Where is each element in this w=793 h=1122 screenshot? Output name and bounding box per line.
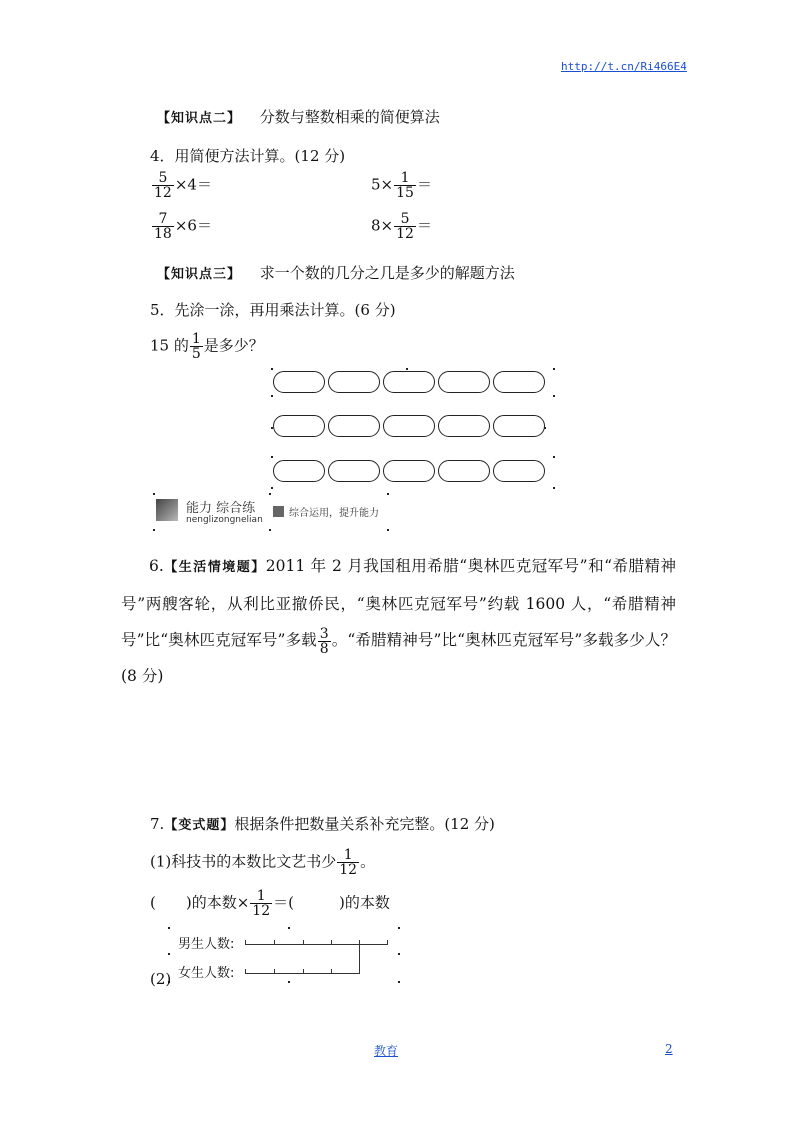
q7-eq-right: ＝( )的本数 (273, 893, 390, 912)
q7-number: 7. (150, 815, 165, 833)
section-3-title: 求一个数的几分之几是多少的解题方法 (259, 264, 515, 282)
q4-a-numerator: 5 (158, 170, 168, 186)
banner-title: 能力 综合练 (186, 501, 256, 516)
shading-cell[interactable] (438, 460, 490, 482)
q7-equation (150, 889, 390, 918)
q4-d-pre: 8× (371, 216, 394, 235)
section-2-title: 分数与整数相乘的简便算法 (259, 108, 440, 126)
shading-cell[interactable] (273, 460, 325, 482)
shading-cell[interactable] (273, 415, 325, 437)
section-2-tag: 【知识点二】 (157, 111, 242, 126)
q4-title: 4．用简便方法计算。(12 分) (150, 147, 346, 165)
q7-p1-post: 。 (360, 852, 376, 871)
header-link[interactable]: http://t.cn/Ri466E4 (561, 60, 687, 73)
q6-denominator: 8 (319, 640, 329, 657)
section-3-tag: 【知识点三】 (157, 267, 242, 282)
shading-cell[interactable] (273, 371, 325, 393)
q7-tag: 【变式题】 (164, 818, 235, 833)
q5-numerator: 1 (191, 331, 201, 347)
q5-prompt (150, 332, 264, 361)
q5-title: 5．先涂一涂，再用乘法计算。(6 分) (150, 301, 396, 319)
q7-p1-numerator: 1 (343, 847, 353, 863)
q7-p1-denominator: 12 (339, 862, 358, 878)
banner-pinyin: nenglizongnelian (186, 515, 263, 525)
shading-cell[interactable] (328, 460, 380, 482)
q7-eq-left: ( )的本数× (150, 893, 250, 912)
q7-part1 (150, 848, 375, 877)
q4-c-numerator: 7 (158, 211, 168, 227)
q7-eq-denominator: 12 (252, 903, 271, 919)
shading-cell[interactable] (383, 460, 435, 482)
banner-logo-icon (156, 499, 178, 521)
q7-eq-numerator: 1 (256, 888, 266, 904)
q4-a-denominator: 12 (154, 185, 172, 201)
q6-number: 6. (149, 557, 164, 575)
q4-a-rest: ×4＝ (174, 175, 212, 194)
q5-pre: 15 的 (150, 336, 189, 355)
q4-d-denominator: 12 (396, 226, 414, 242)
shading-cell[interactable] (328, 371, 380, 393)
q4-c-denominator: 18 (154, 226, 172, 242)
q4-expr-a (151, 171, 212, 200)
q7-part2-label: (2) (150, 970, 172, 988)
footer-link[interactable]: 教育 (374, 1044, 399, 1058)
shading-cell[interactable] (438, 371, 490, 393)
banner-square-icon (273, 506, 284, 517)
comparison-bracket (359, 944, 360, 974)
page-number: 2 (665, 1042, 673, 1056)
shading-cell[interactable] (328, 415, 380, 437)
q4-c-rest: ×6＝ (174, 216, 212, 235)
shading-cell[interactable] (383, 415, 435, 437)
q4-expr-d (371, 212, 432, 241)
q6-tag: 【生活情境题】 (163, 560, 266, 575)
shading-cell[interactable] (493, 371, 545, 393)
shading-cell[interactable] (438, 415, 490, 437)
boys-label: 男生人数: (178, 937, 235, 952)
q7-p1-pre: (1)科技书的本数比文艺书少 (150, 852, 337, 871)
section-2-heading (157, 106, 440, 127)
banner-slogan: 综合运用，提升能力 (289, 508, 379, 519)
girls-label: 女生人数: (178, 966, 235, 981)
q7-heading (150, 813, 495, 834)
q5-post: 是多少？ (203, 336, 264, 355)
girls-segment (245, 973, 359, 974)
shading-cell[interactable] (493, 415, 545, 437)
q4-b-rest: ＝ (416, 175, 432, 194)
q4-b-denominator: 15 (396, 185, 414, 201)
shading-cell[interactable] (383, 371, 435, 393)
q4-expr-b (371, 171, 432, 200)
section-3-heading (157, 262, 515, 283)
boys-segment (245, 944, 388, 945)
q7-title: 根据条件把数量关系补充完整。(12 分) (234, 815, 495, 833)
q4-d-rest: ＝ (416, 216, 432, 235)
q6-paragraph (121, 548, 676, 694)
q4-expr-c (151, 212, 212, 241)
q5-denominator: 5 (191, 346, 201, 362)
shading-cell[interactable] (493, 460, 545, 482)
q4-b-pre: 5× (371, 175, 394, 194)
q4-d-numerator: 5 (400, 211, 410, 227)
q6-numerator: 3 (319, 625, 329, 642)
q6-text-2: 。“希腊精神号”比“奥林匹克冠军号”多载多少人？(8 分) (121, 631, 676, 685)
q4-b-numerator: 1 (400, 170, 410, 186)
q6-text-1: 2011 年 2 月我国租用希腊“奥林匹克冠军号”和“希腊精神号”两艘客轮，从利比亚撤侨民，“奥林匹克冠军号”约载 1600 人，“希腊精神号”比“奥林匹克冠军号”多载 (121, 557, 676, 649)
